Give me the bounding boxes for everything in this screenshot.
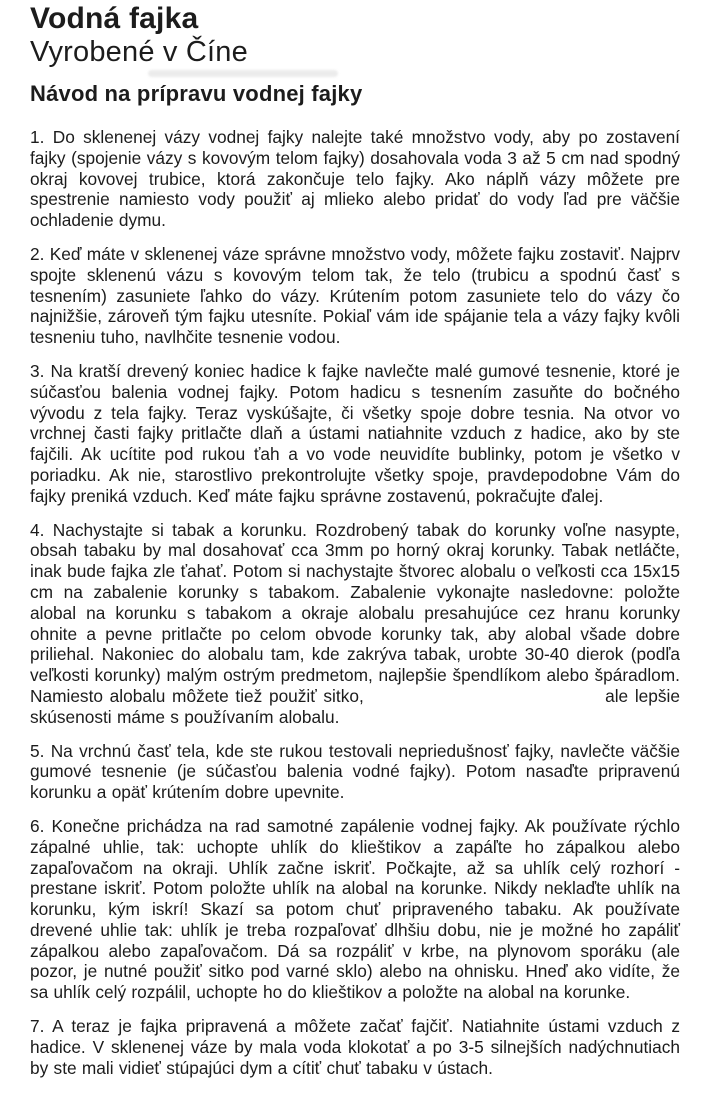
paragraph-step-7: 7. A teraz je fajka pripravená a môžete začať fajčiť. Natiahnite ústami vzduch z hadice. V sklenenej váze by mala voda klokotať a po 3-5 silnejších nadýchnutiach by ste mali vidieť stúpajúci dym a cítiť chuť tabaku v ústach. [30, 1016, 680, 1078]
redacted-gap [370, 701, 598, 702]
document-title: Vodná fajka [30, 2, 199, 35]
paragraph-step-5: 5. Na vrchnú časť tela, kde ste rukou testovali nepriedušnosť fajky, navlečte väčšie gumové tesnenie (je súčasťou balenia vodné fajky). Potom nasaďte pripravenú korunku a opäť krútením dobre upevnite. [30, 740, 680, 803]
paragraph-step-3: 3. Na kratší drevený koniec hadice k fajke navlečte malé gumové tesnenie, ktoré je súčasťou balenia vodnej fajky. Potom hadicu s tesnením zasuňte do bočného vývodu z tela fajky. Teraz vyskúšajte, či všetky spoje dobre tesnia. Na otvor vo vrchnej časti fajky pritlačte dlaň a ústami natiahnite vzduch z hadice, ako by ste fajčili. Ak ucítite pod rukou ťah a vo vode neuvidíte bublinky, potom je všetko v poriadku. Ak nie, starostlivo prekontrolujte všetky spoje, pravdepodobne Vám do fajky preniká vzduch. Keď máte fajku správne zostavenú, pokračujte ďalej. [30, 360, 680, 506]
paragraph-step-4-continuation: ale lepšie skúsenosti máme s používaním alobalu. [30, 685, 680, 727]
scan-artifact [148, 70, 338, 77]
document-subtitle: Vyrobené v Číne [30, 36, 248, 68]
paragraph-step-2: 2. Keď máte v sklenenej váze správne množstvo vody, môžete fajku zostaviť. Najprv spojte sklenenú vázu s kovovým telom tak, že telo (trubicu a spodnú časť s tesnením) zasuniete ľahko do vázy. Krútením potom zasuniete telo do vázy čo najnižšie, zároveň tým fajku utesníte. Pokiaľ vám ide spájanie tela a vázy fajky kvôli tesneniu tuho, navlhčite tesnenie vodou. [30, 243, 680, 348]
paragraph-step-1: 1. Do sklenenej vázy vodnej fajky nalejte také množstvo vody, aby po zostavení fajky (spojenie vázy s kovovým telom fajky) dosahovala voda 3 až 5 cm nad spodný okraj kovovej trubice, ktorá zakončuje telo fajky. Ako náplň vázy môžete pre spestrenie namiesto vody použiť aj mlieko alebo pridať do vody ľad pre väčšie ochladenie dymu. [30, 127, 680, 231]
section-heading: Návod na prípravu vodnej fajky [30, 81, 363, 106]
paragraph-step-4-text: 4. Nachystajte si tabak a korunku. Rozdrobený tabak do korunky voľne nasypte, obsah tabaku by mal dosahovať cca 3mm po horný okraj korunky. Tabak netláčte, inak bude fajka zle ťahať. Potom si nachystajte štvorec alobalu o veľkosti cca 15x15 cm na zabalenie korunky s tabakom. Zabalenie vykonajte nasledovne: položte alobal na korunku s tabakom a okraje alobalu presahujúce cez hranu korunky ohnite a pevne pritlačte po celom obvode korunky tak, aby alobal všade dobre priliehal. Nakoniec do alobalu tam, kde zakrýva tabak, urobte 30-40 dierok (podľa veľkosti korunky) malým ostrým predmetom, najlepšie špendlíkom alebo špáradlom. Namiesto alobalu môžete tiež použiť sitko, [30, 519, 680, 706]
instructions-body [30, 127, 680, 1078]
paragraph-step-4 [30, 520, 680, 728]
paragraph-step-6: 6. Konečne prichádza na rad samotné zapálenie vodnej fajky. Ak používate rýchlo zápalné uhlie, tak: uchopte uhlík do klieštikov a zapáľte ho zápalkou alebo zapaľovačom na okraji. Uhlík začne iskriť. Počkajte, až sa uhlík celý rozhorí - prestane iskriť. Potom položte uhlík na alobal na korunke. Nikdy neklaďte uhlík na korunku, kým iskrí! Skazí sa potom chuť pripraveného tabaku. Ak používate drevené uhlie tak: uhlík je treba rozpaľovať dlhšiu dobu, nie je možné ho zapáliť zápalkou alebo zapaľovačom. Dá sa rozpáliť v krbe, na plynovom sporáku (ale pozor, je nutné použiť sitko pod varné sklo) alebo na ohnisku. Hneď ako vidíte, že sa uhlík celý rozpálil, uchopte ho do klieštikov a položte na alobal na korunke. [30, 815, 680, 1003]
